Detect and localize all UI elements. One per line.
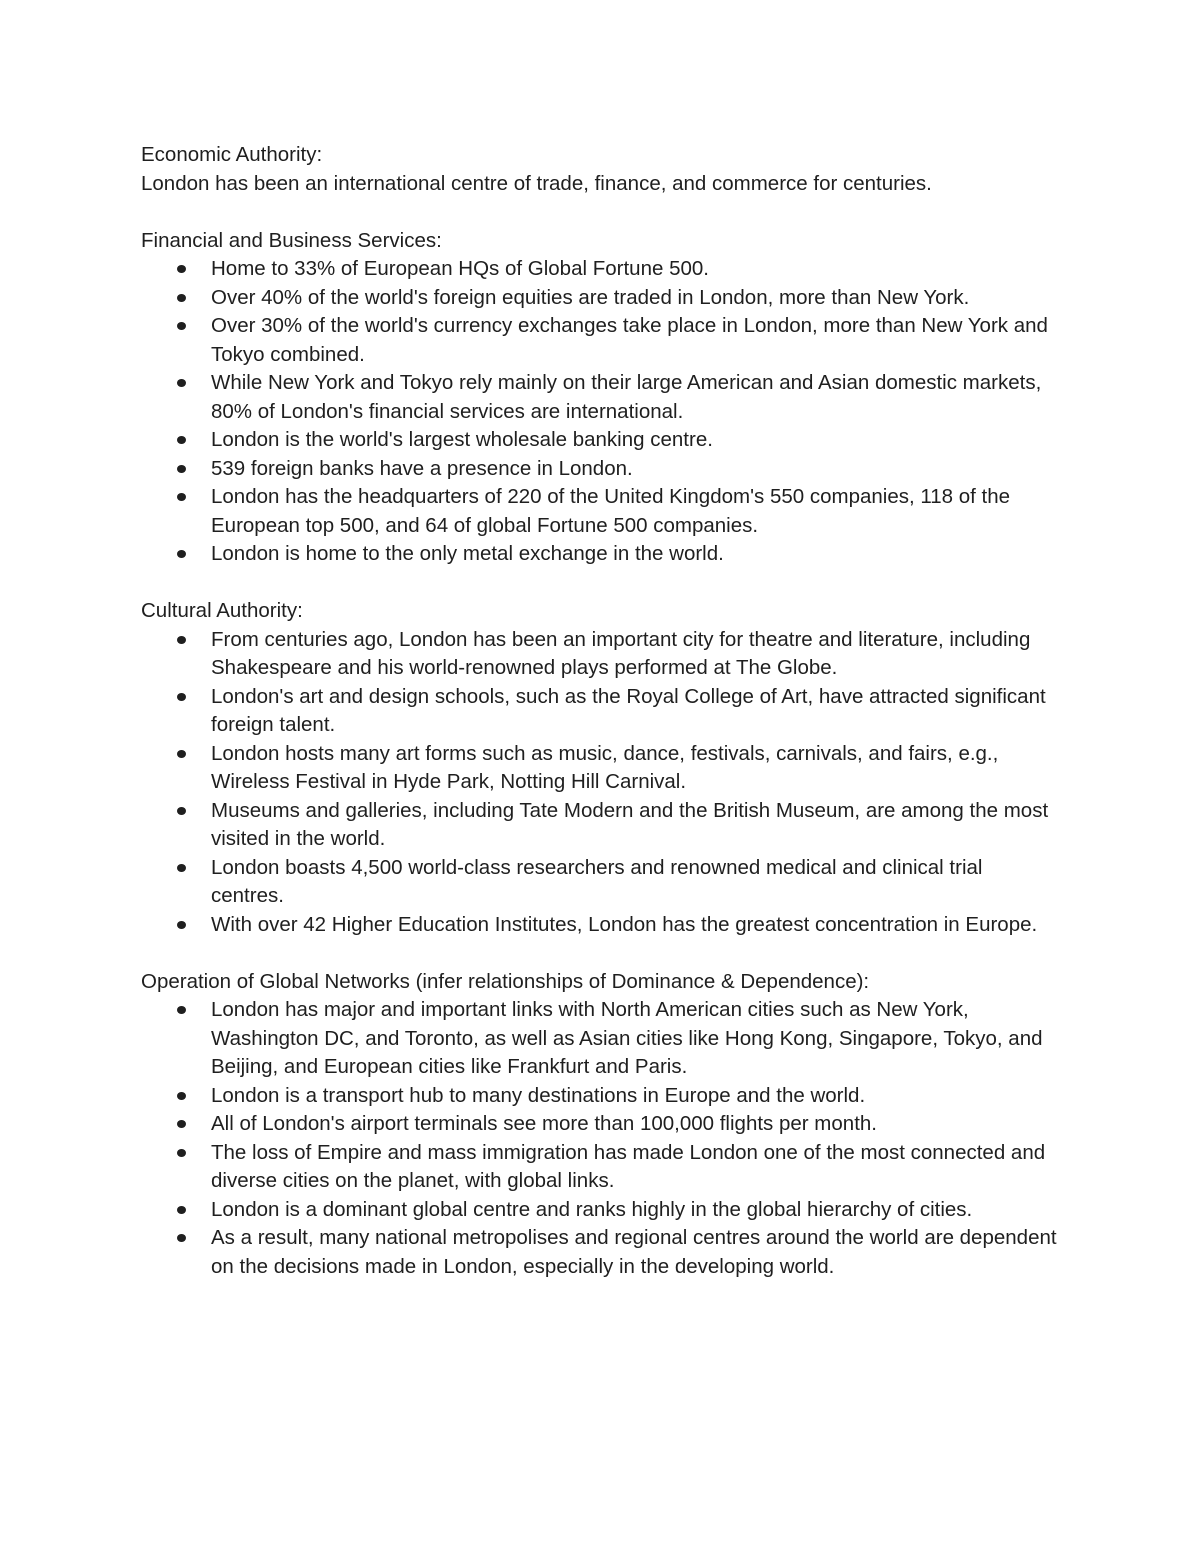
blank-line [141,569,1061,598]
bullet-icon [177,807,186,815]
bullet-list [141,626,1061,940]
list-item-text: London has major and important links with North American cities such as New York, Washington DC, and Toronto, as well as Asian cities like Hong Kong, Singapore, Tokyo, and Beijing, and European cities like Frankfurt and Paris. [211,998,1043,1078]
list-item-text: London has the headquarters of 220 of the United Kingdom's 550 companies, 118 of the European top 500, and 64 of global Fortune 500 companies. [211,485,1011,537]
section-heading: Financial and Business Services: [141,228,442,252]
bullet-icon [177,921,186,929]
list-item [211,854,1061,911]
bullet-icon [177,1006,186,1014]
list-item-text: London's art and design schools, such as the Royal College of Art, have attracted significant foreign talent. [211,684,1046,736]
list-item-text: Museums and galleries, including Tate Modern and the British Museum, are among the most visited in the world. [211,798,1049,850]
bullet-icon [177,322,186,330]
list-item [211,1139,1061,1196]
list-item [211,1110,1061,1139]
bullet-icon [177,1206,186,1214]
list-item [211,683,1061,740]
list-item [211,1082,1061,1111]
list-item-text: The loss of Empire and mass immigration has made London one of the most connected and diverse cities on the planet, with global links. [211,1140,1046,1192]
list-item-text: London boasts 4,500 world-class researchers and renowned medical and clinical trial centres. [211,855,983,907]
list-item-text: Over 30% of the world's currency exchanges take place in London, more than New York and Tokyo combined. [211,314,1048,366]
list-item [211,455,1061,484]
list-item-text: As a result, many national metropolises and regional centres around the world are dependent on the decisions made in London, especially in the developing world. [211,1226,1057,1278]
list-item [211,255,1061,284]
list-item [211,369,1061,426]
document-page [141,141,1061,1281]
list-item-text: 539 foreign banks have a presence in London. [211,456,633,480]
section-financial-business-services [141,227,1061,569]
list-item [211,426,1061,455]
list-item-text: While New York and Tokyo rely mainly on their large American and Asian domestic markets, 80% of London's financial services are international. [211,371,1042,423]
bullet-icon [177,379,186,387]
bullet-list [141,255,1061,569]
bullet-icon [177,1092,186,1100]
list-item [211,626,1061,683]
list-item-text: With over 42 Higher Education Institutes, London has the greatest concentration in Europe. [211,912,1038,936]
list-item [211,540,1061,569]
bullet-icon [177,465,186,473]
bullet-icon [177,493,186,501]
section-cultural-authority [141,597,1061,939]
list-item-text: Home to 33% of European HQs of Global Fortune 500. [211,257,709,280]
list-item-text: London hosts many art forms such as music, dance, festivals, carnivals, and fairs, e.g., Wireless Festival in Hyde Park, Notting Hill Carnival. [211,741,999,793]
section-heading: Operation of Global Networks (infer relationships of Dominance & Dependence): [141,969,870,993]
bullet-icon [177,550,186,558]
section-economic-authority [141,141,1061,198]
list-item-text: Over 40% of the world's foreign equities are traded in London, more than New York. [211,285,970,309]
blank-line [141,939,1061,968]
bullet-icon [177,1234,186,1242]
list-item-text: London is home to the only metal exchange in the world. [211,542,724,565]
bullet-icon [177,294,186,302]
list-item [211,1224,1061,1281]
list-item [211,740,1061,797]
blank-line [141,198,1061,227]
list-item-text: All of London's airport terminals see more than 100,000 flights per month. [211,1112,877,1135]
bullet-list [141,996,1061,1281]
bullet-icon [177,1149,186,1157]
list-item [211,312,1061,369]
list-item [211,996,1061,1082]
list-item-text: London is a dominant global centre and ranks highly in the global hierarchy of cities. [211,1197,973,1221]
list-item [211,797,1061,854]
bullet-icon [177,436,186,444]
list-item-text: From centuries ago, London has been an important city for theatre and literature, including Shakespeare and his world-renowned plays performed at The Globe. [211,627,1031,679]
list-item [211,1196,1061,1225]
list-item [211,483,1061,540]
section-paragraph: London has been an international centre of trade, finance, and commerce for centuries. [141,171,932,195]
bullet-icon [177,265,186,273]
list-item-text: London is the world's largest wholesale banking centre. [211,428,713,451]
bullet-icon [177,693,186,701]
bullet-icon [177,864,186,872]
list-item-text: London is a transport hub to many destinations in Europe and the world. [211,1083,866,1107]
list-item [211,284,1061,313]
section-global-networks [141,968,1061,1282]
bullet-icon [177,750,186,758]
bullet-icon [177,1120,186,1128]
section-heading: Cultural Authority: [141,599,303,622]
bullet-icon [177,636,186,644]
section-heading: Economic Authority: [141,143,323,166]
list-item [211,911,1061,940]
